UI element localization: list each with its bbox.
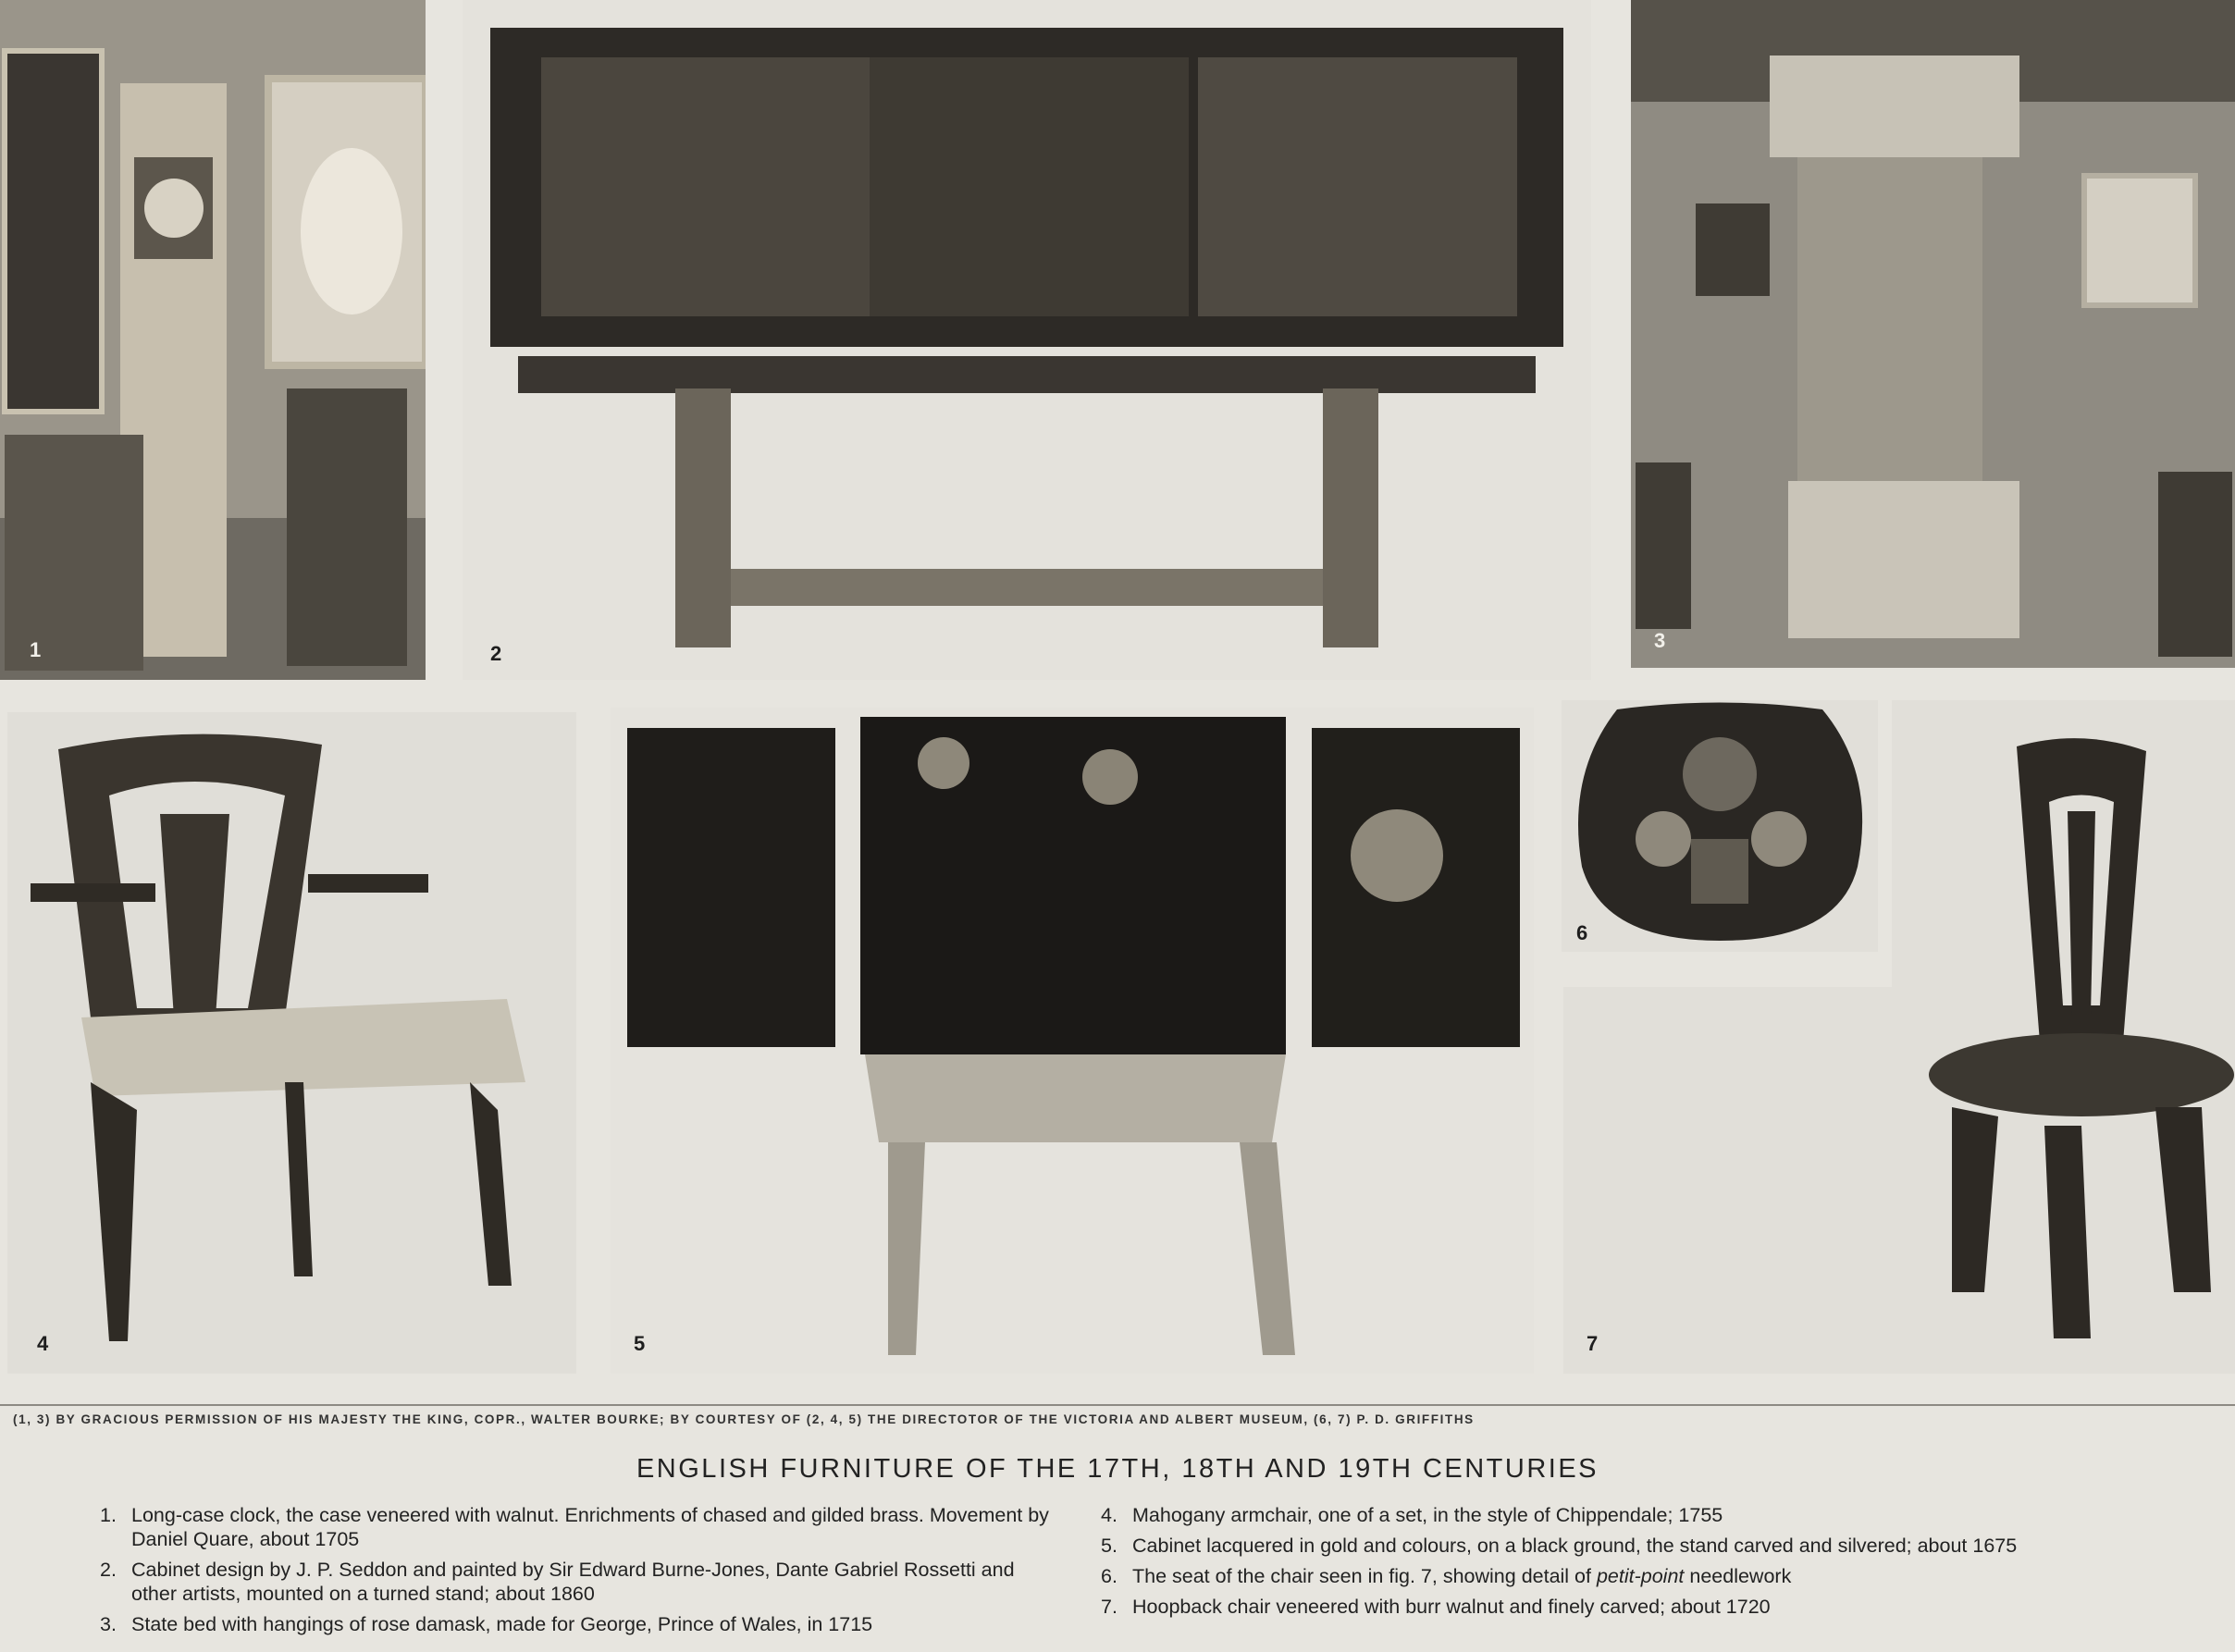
caption-number: 5. bbox=[1101, 1535, 1118, 1557]
caption-text: The seat of the chair seen in fig. 7, showing detail of bbox=[1132, 1565, 1597, 1587]
figure-2-image bbox=[463, 0, 1591, 680]
figure-number-7: 7 bbox=[1587, 1332, 1599, 1355]
figure-7-image bbox=[1563, 700, 2235, 1374]
caption-item bbox=[100, 1503, 1062, 1551]
caption-number: 1. bbox=[100, 1504, 117, 1526]
figure-3-image bbox=[1631, 0, 2235, 668]
caption-text: Cabinet design by J. P. Seddon and painted by Sir Edward Burne-Jones, Dante Gabriel Rossetti and other artists, mounted on a turned stand; about 1860 bbox=[131, 1559, 1015, 1605]
figure-number-2: 2 bbox=[490, 642, 502, 665]
figure-5-photo bbox=[611, 708, 1534, 1374]
figure-3-photo bbox=[1631, 0, 2235, 668]
figure-number-1: 1 bbox=[30, 638, 42, 661]
figure-2-photo bbox=[463, 0, 1591, 680]
figure-number-6: 6 bbox=[1576, 921, 1588, 944]
caption-item bbox=[1101, 1564, 2225, 1588]
caption-number: 4. bbox=[1101, 1504, 1118, 1526]
caption-item bbox=[100, 1558, 1062, 1606]
caption-item bbox=[1101, 1595, 2225, 1619]
figure-number-5: 5 bbox=[634, 1332, 646, 1355]
caption-item bbox=[1101, 1534, 2225, 1558]
figure-1-photo bbox=[0, 0, 426, 680]
caption-number: 3. bbox=[100, 1613, 117, 1635]
caption-text: Cabinet lacquered in gold and colours, on a black ground, the stand carved and silvered; about 1675 bbox=[1132, 1535, 2018, 1557]
caption-number: 2. bbox=[100, 1559, 117, 1581]
caption-number: 7. bbox=[1101, 1596, 1118, 1618]
plate-title: ENGLISH FURNITURE OF THE 17TH, 18TH AND 19TH CENTURIES bbox=[636, 1454, 1599, 1484]
caption-italic-text: petit-point bbox=[1596, 1565, 1685, 1587]
captions-left-column bbox=[100, 1503, 1062, 1643]
photo-credit-line: (1, 3) BY GRACIOUS PERMISSION OF HIS MAJESTY THE KING, COPR., WALTER BOURKE; BY COURTESY OF (2, 4, 5) THE DIRECTOTOR OF THE VICTORIA AND ALBERT MUSEUM, (6, 7) P. D. GRIFFITHS bbox=[13, 1412, 1475, 1426]
caption-text: State bed with hangings of rose damask, made for George, Prince of Wales, in 1715 bbox=[131, 1613, 873, 1635]
caption-item bbox=[100, 1612, 1062, 1636]
figure-4-image bbox=[7, 712, 576, 1374]
caption-text: Mahogany armchair, one of a set, in the style of Chippendale; 1755 bbox=[1132, 1504, 1723, 1526]
captions-right-column bbox=[1101, 1503, 2225, 1625]
caption-text: Long-case clock, the case veneered with walnut. Enrichments of chased and gilded brass. Movement by Daniel Quare, about 1705 bbox=[131, 1504, 1049, 1550]
figure-number-4: 4 bbox=[37, 1332, 49, 1355]
divider-rule bbox=[0, 1404, 2235, 1406]
figure-5-image bbox=[611, 708, 1534, 1374]
caption-item bbox=[1101, 1503, 2225, 1527]
caption-number: 6. bbox=[1101, 1565, 1118, 1587]
figure-4-photo bbox=[7, 712, 576, 1374]
caption-text: needlework bbox=[1684, 1565, 1792, 1587]
figure-number-3: 3 bbox=[1654, 629, 1666, 652]
caption-text: Hoopback chair veneered with burr walnut and finely carved; about 1720 bbox=[1132, 1596, 1771, 1618]
figure-1-image bbox=[0, 0, 426, 680]
figure-7-photo bbox=[1563, 700, 2235, 1374]
